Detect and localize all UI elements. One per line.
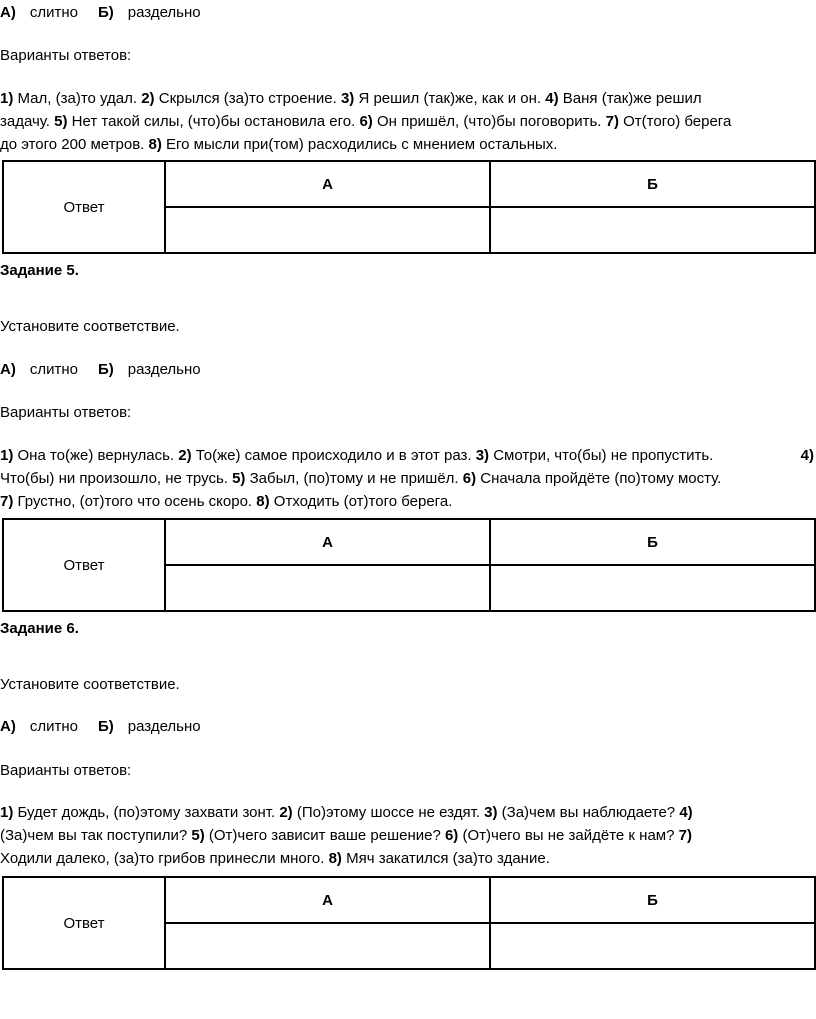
option-b-text: раздельно [127,718,201,735]
variants-row [0,110,816,133]
item-number: 8) [256,493,270,510]
variants-label-5: Варианты ответов: [0,404,132,421]
variants-list-1 [0,87,816,156]
item-number: 8) [148,136,162,153]
variants-row [0,467,816,490]
variants-row [0,847,816,870]
item-text: задачу. [0,113,55,130]
item-number: 4) [679,804,693,821]
item-number: 1) [0,804,14,821]
option-b-key: Б) [97,718,114,735]
item-number: 3) [475,447,490,464]
variants-label-6: Варианты ответов: [0,762,132,779]
item-number: 3) [484,804,498,821]
item-text: Его мысли при(том) расходились с мнением остальных. [161,136,558,153]
option-b-key: Б) [97,361,114,378]
item-number: 7) [678,827,692,844]
column-a-header: А [165,877,490,923]
variants-row [0,133,816,156]
item-text: (За)чем вы наблюдаете? [497,804,680,821]
item-text: Ваня (так)же решил [558,90,702,107]
item-number: 1) [0,90,14,107]
item-text: Забыл, (по)тому и не пришёл. [245,470,463,487]
variants-row [0,824,816,847]
item-number: 5) [191,827,205,844]
item-text: От(того) берега [618,113,732,130]
item-number: 6) [462,470,477,487]
variants-row [0,490,816,513]
answer-label: Ответ [3,519,165,611]
task-6-title: Задание 6. [0,620,79,637]
column-a-header: А [165,161,490,207]
option-a-text: слитно [29,718,78,735]
column-b-header: Б [490,519,815,565]
item-text: Я решил (так)же, как и он. [354,90,546,107]
item-text: до этого 200 метров. [0,136,149,153]
option-a-key: А) [0,718,16,735]
item-number: 4) [800,447,814,464]
option-b-key: Б) [97,4,114,21]
option-a-text: слитно [29,361,78,378]
answer-table-5 [2,518,816,612]
option-b-text: раздельно [127,361,201,378]
answer-cell-a[interactable] [165,565,490,611]
item-text: Она то(же) вернулась. [13,447,179,464]
item-number: 3) [340,90,355,107]
task-5-instruction: Установите соответствие. [0,318,180,335]
variants-row [0,444,816,467]
item-text: Смотри, что(бы) не пропустить. [489,447,714,464]
item-number: 5) [54,113,68,130]
answer-cell-b[interactable] [490,565,815,611]
item-number: 8) [328,850,342,867]
item-text: Отходить (от)того берега. [269,493,453,510]
item-text: Грустно, (от)того что осень скоро. [13,493,257,510]
answer-table-1 [2,160,816,254]
variants-list-5 [0,444,816,513]
answer-cell-b[interactable] [490,923,815,969]
item-text: Мяч закатился (за)то здание. [341,850,550,867]
ab-legend-5 [0,361,201,379]
variants-row [0,801,816,824]
item-text: Что(бы) ни произошло, не трусь. [0,470,233,487]
item-number: 1) [0,447,14,464]
item-text: Сначала пройдёте (по)тому мосту. [476,470,722,487]
item-number: 2) [279,804,293,821]
item-number: 7) [0,493,14,510]
variants-label-1: Варианты ответов: [0,47,132,64]
task-5-title: Задание 5. [0,262,79,279]
item-text: То(же) самое происходило и в этот раз. [191,447,476,464]
item-number: 7) [605,113,619,130]
item-text: (За)чем вы так поступили? [0,827,192,844]
answer-label: Ответ [3,161,165,253]
item-number: 2) [141,90,155,107]
item-text: Мал, (за)то удал. [13,90,142,107]
item-number: 5) [232,470,246,487]
item-text: Скрылся (за)то строение. [154,90,341,107]
item-text: Он пришёл, (что)бы поговорить. [372,113,606,130]
option-a-key: А) [0,4,16,21]
option-b-text: раздельно [127,4,201,21]
item-text: Ходили далеко, (за)то грибов принесли много. [0,850,329,867]
item-text: Нет такой силы, (что)бы остановила его. [67,113,360,130]
item-number: 6) [444,827,459,844]
item-text: (По)этому шоссе не ездят. [292,804,485,821]
task-6-instruction: Установите соответствие. [0,676,180,693]
item-number: 2) [178,447,192,464]
ab-legend-1 [0,4,201,22]
answer-cell-b[interactable] [490,207,815,253]
answer-label: Ответ [3,877,165,969]
variants-list-6 [0,801,816,870]
answer-table-6 [2,876,816,970]
column-a-header: А [165,519,490,565]
item-text: (От)чего вы не зайдёте к нам? [458,827,679,844]
item-text: Будет дождь, (по)этому захвати зонт. [13,804,280,821]
column-b-header: Б [490,877,815,923]
variants-row [0,87,816,110]
item-text: (От)чего зависит ваше решение? [204,827,445,844]
item-number: 4) [545,90,559,107]
answer-cell-a[interactable] [165,207,490,253]
option-a-key: А) [0,361,16,378]
column-b-header: Б [490,161,815,207]
ab-legend-6 [0,718,201,736]
item-number: 6) [359,113,373,130]
option-a-text: слитно [29,4,78,21]
answer-cell-a[interactable] [165,923,490,969]
